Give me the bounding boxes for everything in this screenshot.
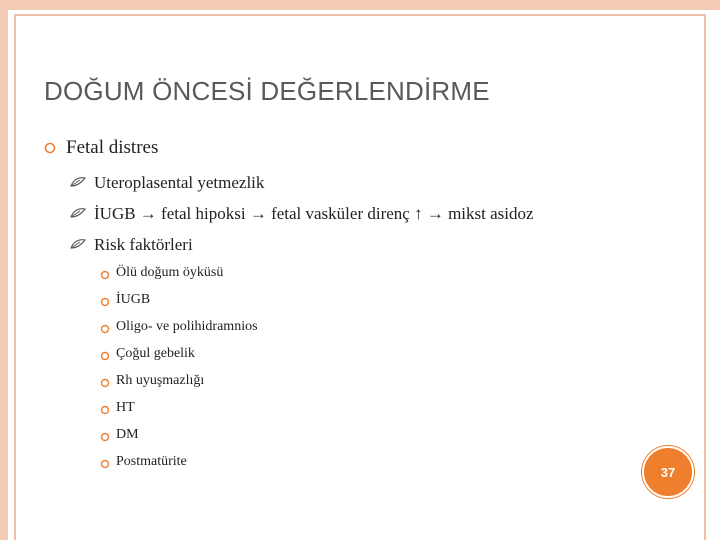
slide-frame-line-top bbox=[14, 14, 706, 16]
risk-item: Postmatürite bbox=[116, 454, 187, 469]
small-circle-bullet-icon bbox=[100, 405, 110, 415]
risk-item: Rh uyuşmazlığı bbox=[116, 373, 205, 388]
slide-border-left bbox=[0, 0, 8, 540]
slide-frame-line-left bbox=[14, 14, 16, 540]
small-circle-bullet-icon bbox=[100, 378, 110, 388]
bullet-text-fetal-distres: Fetal distres bbox=[66, 137, 159, 158]
risk-item: İUGB bbox=[116, 292, 151, 307]
leaf-bullet-icon bbox=[70, 176, 86, 188]
small-circle-bullet-icon bbox=[100, 324, 110, 334]
small-circle-bullet-icon bbox=[100, 351, 110, 361]
risk-item: Çoğul gebelik bbox=[116, 346, 195, 361]
risk-item: DM bbox=[116, 427, 139, 442]
slide-frame-line-right bbox=[704, 14, 706, 540]
small-circle-bullet-icon bbox=[100, 432, 110, 442]
risk-item: Oligo- ve polihidramnios bbox=[116, 319, 258, 334]
circle-bullet-icon bbox=[44, 142, 56, 154]
leaf-bullet-icon bbox=[70, 207, 86, 219]
slide-title: DOĞUM ÖNCESİ DEĞERLENDİRME bbox=[44, 76, 490, 106]
small-circle-bullet-icon bbox=[100, 270, 110, 280]
small-circle-bullet-icon bbox=[100, 459, 110, 469]
bullet-text-iugb-chain: İUGB → fetal hipoksi → fetal vasküler direnç ↑ → mikst asidoz bbox=[94, 204, 534, 223]
small-circle-bullet-icon bbox=[100, 297, 110, 307]
slide-border-top bbox=[0, 0, 720, 10]
page-number-badge: 37 bbox=[642, 446, 694, 498]
risk-item: HT bbox=[116, 400, 135, 415]
bullet-text-risk-faktorleri: Risk faktörleri bbox=[94, 235, 193, 254]
bullet-text-uteroplasental: Uteroplasental yetmezlik bbox=[94, 173, 265, 192]
risk-item: Ölü doğum öyküsü bbox=[116, 265, 224, 280]
leaf-bullet-icon bbox=[70, 238, 86, 250]
